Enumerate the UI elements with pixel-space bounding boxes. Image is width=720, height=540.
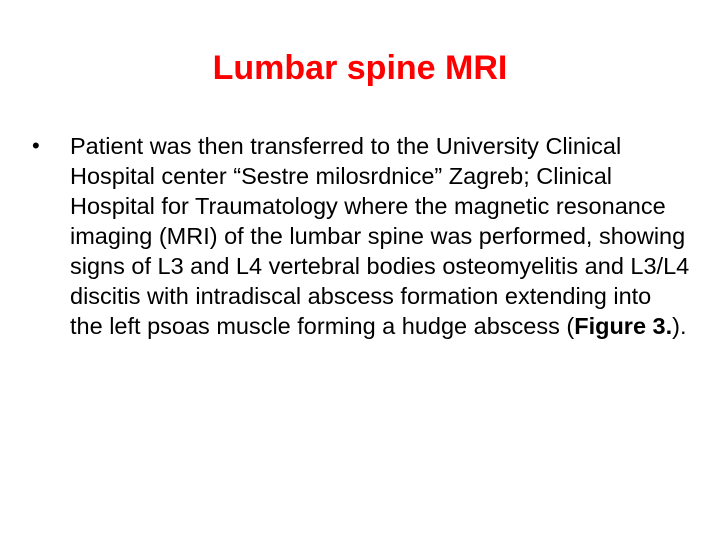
bullet-icon: • — [32, 133, 40, 158]
bullet-text — [70, 131, 690, 341]
bullet-text-main: Patient was then transferred to the University Clinical Hospital center “Sestre milosrdnice” Zagreb; Clinical Hospital for Traumatology where the magnetic resonance imaging (MRI) of the lumbar spine was performed, showing signs of L3 and L4 vertebral bodies osteomyelitis and L3/L4 discitis with intradiscal abscess formation extending into the left psoas muscle forming a hudge abscess ( — [70, 133, 690, 339]
figure-reference: Figure 3. — [574, 313, 673, 339]
bullet-list — [30, 131, 690, 341]
slide-title: Lumbar spine MRI — [212, 49, 508, 87]
list-item — [30, 131, 690, 341]
bullet-text-end: ). — [672, 313, 687, 339]
